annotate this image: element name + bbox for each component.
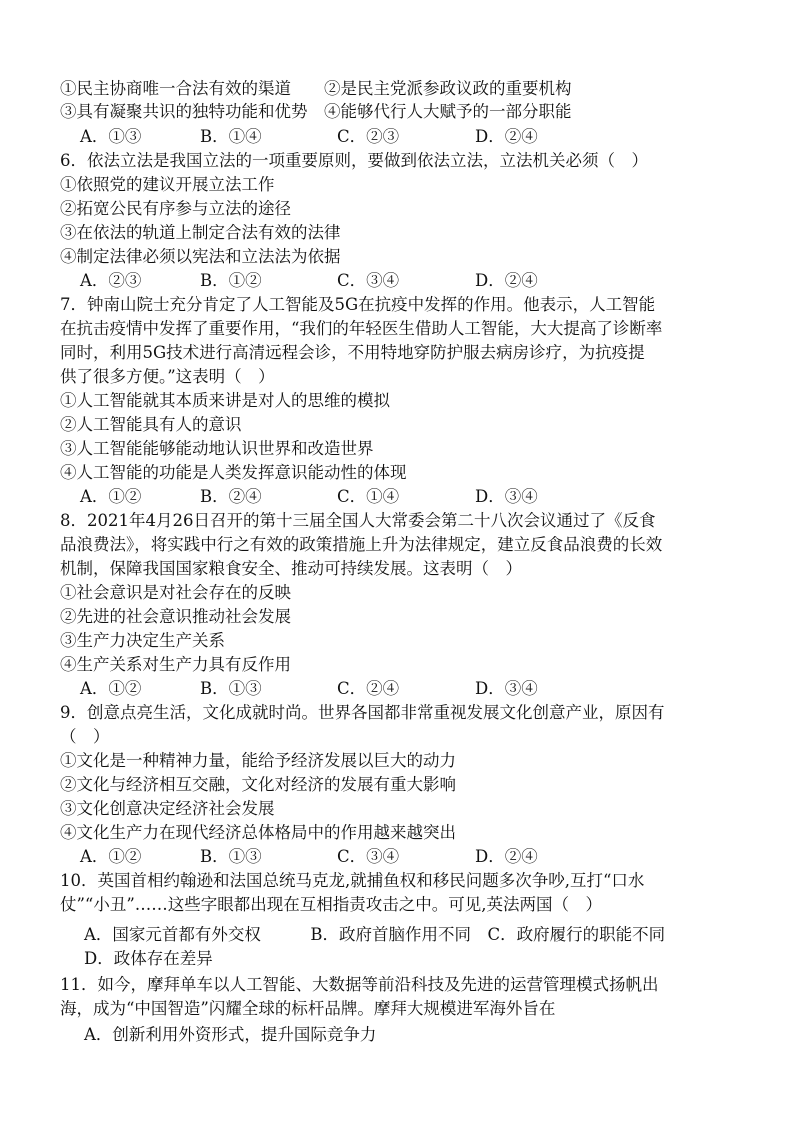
q10-option-d[interactable]: D．政体存在差异 <box>84 949 213 968</box>
q6-option-a[interactable]: A．②③ <box>80 271 142 290</box>
q6-options <box>0 270 794 292</box>
q9-statement-4: ④文化生产力在现代经济总体格局中的作用越来越突出 <box>60 823 456 842</box>
q6-statement-2: ②拓宽公民有序参与立法的途径 <box>60 199 291 218</box>
q9-stem-line-1: 9．创意点亮生活，文化成就时尚。世界各国都非常重视发展文化创意产业，原因有 <box>60 703 665 722</box>
q7-statement-1: ①人工智能就其本质来讲是对人的思维的模拟 <box>60 391 390 410</box>
q6-statement-3: ③在依法的轨道上制定合法有效的法律 <box>60 223 341 242</box>
q6-option-b[interactable]: B．①② <box>200 271 262 290</box>
q7-statement-2: ②人工智能具有人的意识 <box>60 415 242 434</box>
q9-options <box>0 846 794 868</box>
q8-stem-line-3: 机制，保障我国国家粮食安全、推动可持续发展。这表明（ ） <box>60 559 522 578</box>
q8-statement-2: ②先进的社会意识推动社会发展 <box>60 607 291 626</box>
q5-options <box>0 126 794 148</box>
q8-option-a[interactable]: A．①② <box>80 679 142 698</box>
q8-options <box>0 678 794 700</box>
q9-option-c[interactable]: C．③④ <box>337 847 400 866</box>
q9-statement-3: ③文化创意决定经济社会发展 <box>60 799 275 818</box>
q7-option-c[interactable]: C．①④ <box>337 487 400 506</box>
q9-option-b[interactable]: B．①③ <box>200 847 262 866</box>
q6-option-c[interactable]: C．③④ <box>337 271 400 290</box>
q6-statement-4: ④制定法律必须以宪法和立法法为依据 <box>60 247 341 266</box>
q8-statement-4: ④生产关系对生产力具有反作用 <box>60 655 291 674</box>
q8-option-b[interactable]: B．①③ <box>200 679 262 698</box>
q6-statement-1: ①依照党的建议开展立法工作 <box>60 175 275 194</box>
q7-option-d[interactable]: D．③④ <box>475 487 538 506</box>
q5-option-b[interactable]: B．①④ <box>200 127 262 146</box>
q5-statement-3-4: ③具有凝聚共识的独特功能和优势 ④能够代行人大赋予的一部分职能 <box>60 102 572 121</box>
q5-option-d[interactable]: D．②④ <box>475 127 538 146</box>
q9-statement-1: ①文化是一种精神力量，能给予经济发展以巨大的动力 <box>60 751 456 770</box>
q6-stem: 6．依法立法是我国立法的一项重要原则，要做到依法立法，立法机关必须（ ） <box>60 151 648 170</box>
q7-statement-3: ③人工智能能够能动地认识世界和改造世界 <box>60 439 374 458</box>
q5-statement-1-2: ①民主协商唯一合法有效的渠道 ②是民主党派参政议政的重要机构 <box>60 79 572 98</box>
q7-option-a[interactable]: A．①② <box>80 487 142 506</box>
q7-stem-line-4: 供了很多方便。”这表明（ ） <box>60 367 275 386</box>
q9-option-a[interactable]: A．①② <box>80 847 142 866</box>
q7-option-b[interactable]: B．②④ <box>200 487 262 506</box>
q10-stem-line-2: 仗”“小丑”……这些字眼都出现在互相指责攻击之中。可见,英法两国（ ） <box>60 895 603 914</box>
q6-option-d[interactable]: D．②④ <box>475 271 538 290</box>
q9-stem-line-2: （ ） <box>60 727 110 746</box>
q8-option-d[interactable]: D．③④ <box>475 679 538 698</box>
q11-option-a[interactable]: A．创新利用外资形式，提升国际竞争力 <box>84 1025 377 1044</box>
q11-stem-line-2: 海，成为“中国智造”闪耀全球的标杆品牌。摩拜大规模进军海外旨在 <box>60 999 556 1018</box>
q9-statement-2: ②文化与经济相互交融，文化对经济的发展有重大影响 <box>60 775 456 794</box>
q7-stem-line-3: 同时，利用5G技术进行高清远程会诊，不用特地穿防护服去病房诊疗，为抗疫提 <box>60 343 645 362</box>
q10-stem-line-1: 10．英国首相约翰逊和法国总统马克龙,就捕鱼权和移民问题多次争吵,互打“口水 <box>60 871 645 890</box>
q7-stem-line-1: 7．钟南山院士充分肯定了人工智能及5G在抗疫中发挥的作用。他表示，人工智能 <box>60 295 656 314</box>
q11-stem-line-1: 11．如今，摩拜单车以人工智能、大数据等前沿科技及先进的运营管理模式扬帆出 <box>60 975 659 994</box>
q8-statement-3: ③生产力决定生产关系 <box>60 631 225 650</box>
q7-stem-line-2: 在抗击疫情中发挥了重要作用，“我们的年轻医生借助人工智能，大大提高了诊断率 <box>60 319 663 338</box>
q7-statement-4: ④人工智能的功能是人类发挥意识能动性的体现 <box>60 463 407 482</box>
q8-option-c[interactable]: C．②④ <box>337 679 400 698</box>
q7-options <box>0 486 794 508</box>
q8-stem-line-2: 品浪费法》，将实践中行之有效的政策措施上升为法律规定，建立反食品浪费的长效 <box>60 535 663 554</box>
q8-statement-1: ①社会意识是对社会存在的反映 <box>60 583 291 602</box>
q9-option-d[interactable]: D．②④ <box>475 847 538 866</box>
q5-option-c[interactable]: C．②③ <box>337 127 400 146</box>
q10-options-abc[interactable]: A．国家元首都有外交权 B．政府首脑作用不同 C．政府履行的职能不同 <box>84 925 666 944</box>
q8-stem-line-1: 8．2021年4月26日召开的第十三届全国人大常委会第二十八次会议通过了《反食 <box>60 511 656 530</box>
q5-option-a[interactable]: A．①③ <box>80 127 142 146</box>
